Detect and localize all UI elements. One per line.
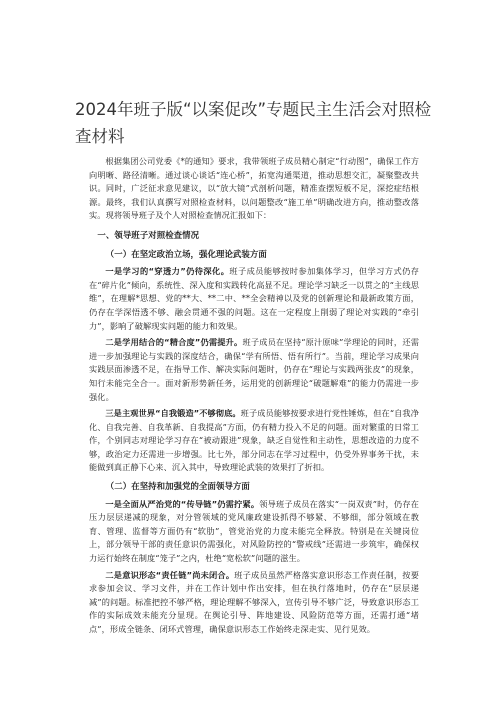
body-paragraph	[89, 498, 419, 566]
paragraph-text: 领导班子成员在落实“一岗双责”时，仍存在压力层层递减的现象，对分管领域的党风廉政建设抓得不够紧、不够细，部分领域在教育、管理、监督等方面仍有“软肋”，管党治党的力度未能完全释放。特别是在关键岗位上，部分领导干部的责任意识仍需强化，对风险防控的“警戒线”还需进一步筑牢，确保权力运行始终在制度“笼子”之内，杜绝“宽松软”问题的滋生。	[89, 498, 419, 564]
body-paragraph	[89, 336, 419, 404]
document-body	[89, 155, 419, 640]
paragraph-lead: 二是意识形态“责任链”尚未闭合。	[105, 569, 235, 580]
document-title: 2024年班子版“以案促改”专题民主生活会对照检查材料	[75, 100, 432, 146]
body-paragraph	[89, 569, 419, 637]
paragraph-text: 班子成员能够按要求进行党性锤炼，但在“自我净化、自我完善、自我革新、自我提高”方面，仍有精力投入不足的问题。面对繁重的日常工作，个别同志对理论学习存在“被动跟进”现象，缺乏自觉性和主动性，思想改造的力度不够，政治定力还需进一步增强。比七外，部分同志在学习过程中，仍受外界事务干扰，未能做到真正静下心来、沉入其中，导致理论武装的效果打了折扣。	[89, 408, 419, 473]
paragraph-lead: 三是主观世界“自我锻造”不够彻底。	[105, 408, 241, 419]
section-heading: 一、领导班子对照检查情况	[97, 229, 200, 240]
paragraph-lead: 一是学习的“穿透力”仍待深化。	[105, 266, 230, 277]
subsection-heading: （一）在坚定政治立场，强化理论武装方面	[105, 248, 267, 259]
paragraph-lead: 一是全面从严治党的“传导链”仍需拧紧。	[105, 498, 260, 509]
paragraph-lead: 二是学用结合的“精合度”仍需提升。	[105, 337, 243, 348]
paragraph-text: 班子成员虽然严格落实意识形态工作责任制，按要求参加会议、学习文件，并在工作计划中作出安排，但在执行落地时，仍存在“层层递减”的问题。标准把控不够严格，理论理解不够深入，宣传引导不够广泛，导致意识形态工作的实际成效未能充分显现。在舆论引导、阵地建设、风险防范等方面，还需打通“堵点”，形成全链条、闭环式管理，确保意识形态工作始终走深走实、见行见效。	[89, 569, 419, 634]
body-paragraph	[89, 407, 419, 475]
paragraph-text: 班子成员在坚持“原汁原味”学理论的同时，还需进一步加强理论与实践的深度结合，确保“学有所悟、悟有所行”。当前，理论学习成果向实践层面渗透不足，在指导工作、解决实际问题时，仍存在“理论与实践两张皮”的现象，知行未能完全合一。面对新形势新任务，运用党的创新理论“破题解难”的能力仍需进一步强化。	[89, 337, 420, 402]
paragraph-text: 班子成员能够按时参加集体学习，但学习方式仍存在“碎片化”倾向，系统性、深入度和实践转化高显不足。理论学习缺乏一以贯之的“主线思维”，在理解*思想、党的**大、**二中、**全会精神以及党的创新理论和最新政策方面，仍存在学深悟透不够、融会贯通不强的问题。这在一定程度上削弱了理论对实践的“牵引力”，影响了破解现实问题的能力和效果。	[89, 266, 420, 331]
body-paragraph	[89, 265, 419, 333]
intro-paragraph: 根据集团公司党委《*的通知》要求，我带领班子成员精心制定“行动图”，确保工作方向明晰、路径清晰。通过谈心谈话“连心桥”，拓宽沟通渠道，推动思想交汇，凝聚整改共识。同时，广泛征求意见建议，以“放大镜”式剖析问题，精准查摆短板不足，深挖症结根源。最终，我们认真撰写对照检查材料，以问题整改“施工单”明确改进方向，推动整改落实。现将领导班子及个人对照检查情况汇报如下：	[89, 156, 419, 221]
subsection-heading: （二）在坚持和加强党的全面领导方面	[105, 481, 250, 492]
